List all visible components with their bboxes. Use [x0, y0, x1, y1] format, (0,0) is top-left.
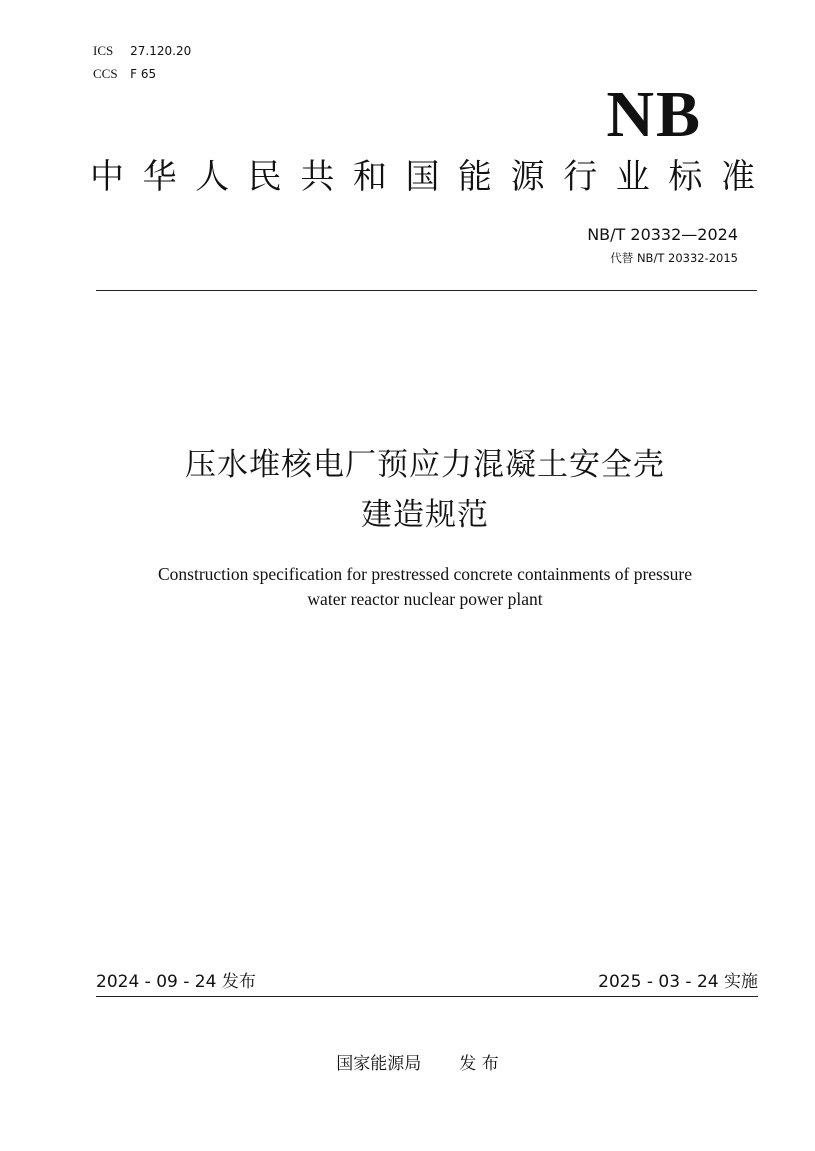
ccs-label: CCS — [93, 66, 118, 81]
title-chinese-line-1: 压水堆核电厂预应力混凝土安全壳 — [185, 447, 665, 483]
classification-codes — [93, 40, 191, 86]
replaces-standard: 代替 NB/T 20332-2015 — [610, 251, 738, 265]
standard-type-char: 能 — [458, 157, 493, 197]
title-english-line-2: water reactor nuclear power plant — [307, 589, 543, 609]
standard-type-char: 源 — [510, 157, 545, 197]
issuer-action: 发 布 — [459, 1054, 499, 1074]
standard-type-char: 准 — [720, 157, 755, 197]
title-english — [0, 562, 815, 612]
standard-type-char: 行 — [563, 157, 598, 197]
standard-type-char: 民 — [247, 157, 282, 197]
standard-type-char: 标 — [668, 157, 703, 197]
ccs-code: F 65 — [130, 67, 157, 81]
standard-type-char: 和 — [352, 157, 387, 197]
issuer — [0, 1051, 815, 1077]
issue-date: 2024 - 09 - 24 发布 — [96, 972, 256, 992]
nb-logo: NB — [606, 78, 702, 151]
standard-type-heading — [90, 154, 755, 200]
issuer-name: 国家能源局 — [336, 1054, 422, 1074]
standard-type-char: 中 — [90, 157, 124, 197]
title-english-line-1: Construction specification for prestressed concrete containments of pressure — [157, 564, 693, 584]
title-chinese — [0, 440, 815, 540]
standard-type-char: 国 — [405, 157, 440, 197]
ics-line — [93, 40, 191, 63]
standard-type-char: 华 — [142, 157, 177, 197]
footer-divider — [96, 996, 758, 997]
standard-type-char: 共 — [300, 157, 335, 197]
implementation-date: 2025 - 03 - 24 实施 — [598, 972, 758, 992]
title-chinese-line-2: 建造规范 — [361, 497, 489, 533]
ics-label: ICS — [93, 43, 114, 58]
ccs-line — [93, 63, 191, 86]
ics-code: 27.120.20 — [130, 44, 192, 58]
standard-type-char: 人 — [195, 157, 230, 197]
header-divider — [96, 290, 757, 291]
standard-number: NB/T 20332—2024 — [587, 225, 738, 244]
standard-type-char: 业 — [615, 157, 650, 197]
